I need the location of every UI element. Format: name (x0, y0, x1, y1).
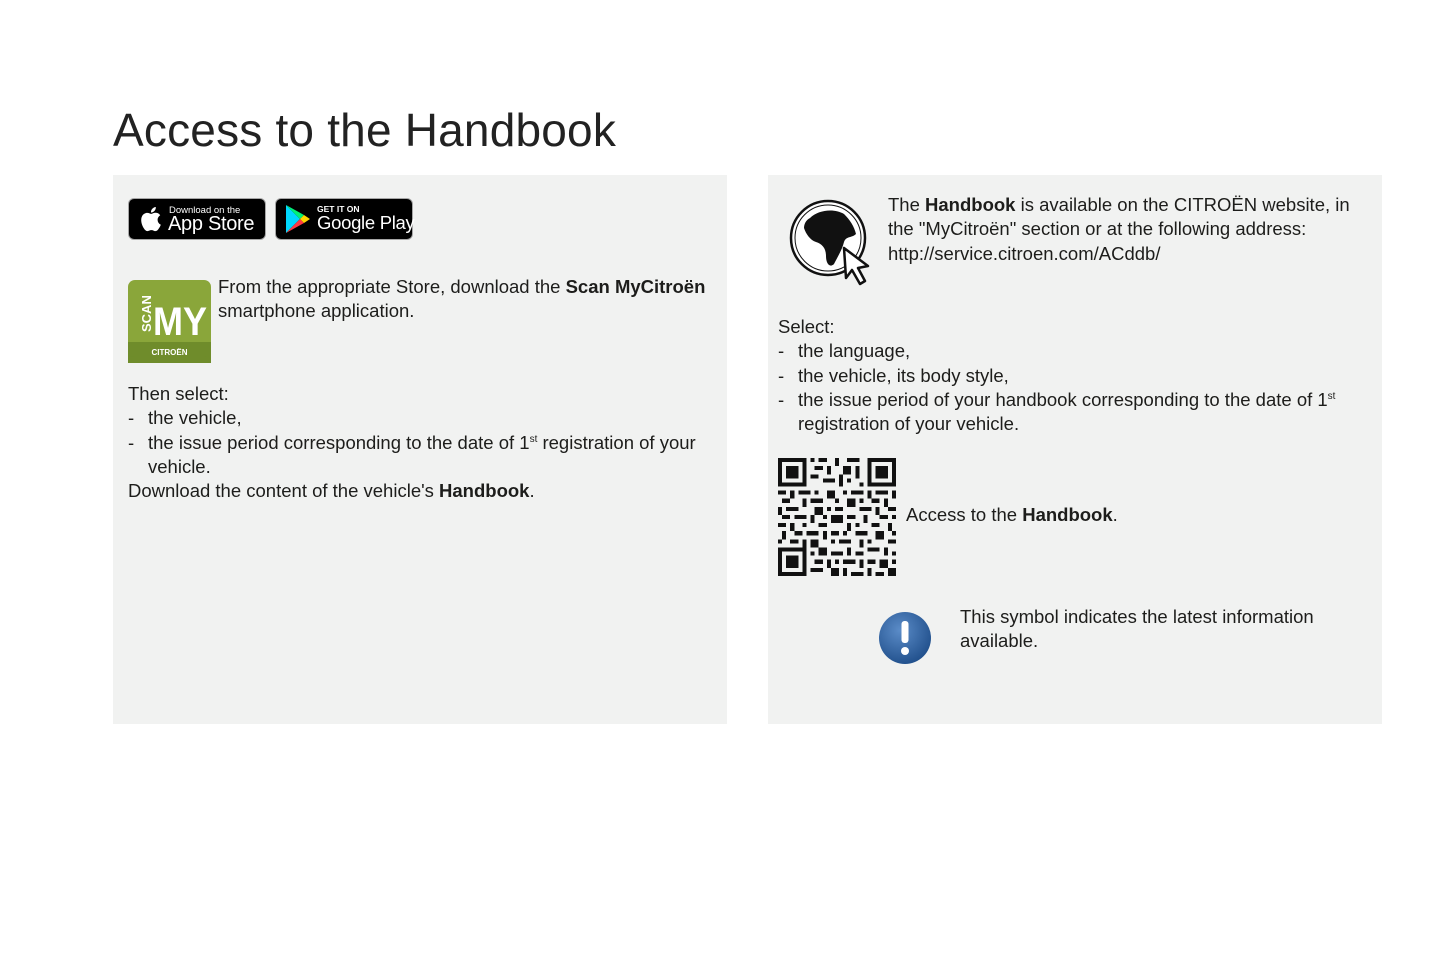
apple-icon (138, 205, 162, 233)
globe-cursor-icon (788, 198, 880, 290)
qr-caption (906, 503, 1118, 527)
scan-mycitroen-app-icon (128, 280, 211, 363)
website-panel (768, 175, 1382, 724)
superscript: st (529, 433, 538, 445)
list-item: - the language, (778, 339, 1368, 363)
qr-code-icon[interactable] (778, 458, 896, 576)
app-download-panel (113, 175, 727, 724)
then-select-label: Then select: (128, 383, 229, 404)
app-store-small-label: Download on the (169, 205, 241, 216)
google-play-small-label: GET IT ON (317, 204, 360, 214)
select-list (778, 339, 1368, 436)
page-title: Access to the Handbook (113, 104, 617, 156)
info-note: This symbol indicates the latest information available. (960, 606, 1314, 652)
app-name: Scan MyCitroën (565, 276, 706, 297)
google-play-label: Google Play (317, 212, 415, 233)
list-item (778, 388, 1368, 437)
app-icon-scan-text: SCAN (139, 295, 154, 332)
download-text-end: smartphone application. (218, 300, 415, 322)
handbook-word: Handbook (439, 480, 530, 502)
website-text-start: The (888, 194, 926, 215)
download-text-start: From the appropriate Store, download the (218, 276, 566, 297)
google-play-badge[interactable] (275, 198, 413, 240)
handbook-word: Handbook (925, 194, 1016, 215)
list-item-text: registration of your vehicle. (148, 431, 696, 477)
list-item-text: the issue period corresponding to the date of 1 (148, 431, 530, 453)
list-item-text: registration of your vehicle. (798, 413, 1020, 435)
website-text-end: is available on the CITROËN website, in the "MyCitroën" section or at the following address: (888, 194, 1350, 240)
handbook-word: Handbook (1022, 504, 1113, 525)
exclamation-icon (878, 611, 932, 665)
app-store-label: App Store (168, 213, 255, 235)
handbook-url[interactable]: http://service.citroen.com/ACddb/ (888, 242, 1161, 264)
list-item: - the vehicle, (128, 406, 718, 430)
download-content-text (128, 479, 718, 503)
app-icon-brand-text: CITROËN (151, 348, 188, 357)
download-content-end: . (529, 480, 535, 502)
select-instructions (778, 315, 1368, 436)
website-info (888, 193, 1368, 266)
qr-text-end: . (1112, 504, 1118, 525)
download-instruction (218, 275, 718, 324)
superscript: st (1327, 390, 1336, 402)
list-item: - the vehicle, its body style, (778, 364, 1368, 388)
app-store-badge[interactable] (128, 198, 266, 240)
download-content-start: Download the content of the vehicle's (128, 480, 440, 502)
select-instructions (128, 382, 718, 503)
list-item (128, 431, 718, 480)
list-item-text: the issue period of your handbook corresponding to the date of 1 (798, 388, 1328, 410)
google-play-icon (285, 204, 311, 234)
app-icon-my-text: MY (153, 300, 208, 344)
qr-text-start: Access to the (906, 504, 1023, 525)
select-label: Select: (778, 316, 835, 337)
select-list (128, 406, 718, 479)
